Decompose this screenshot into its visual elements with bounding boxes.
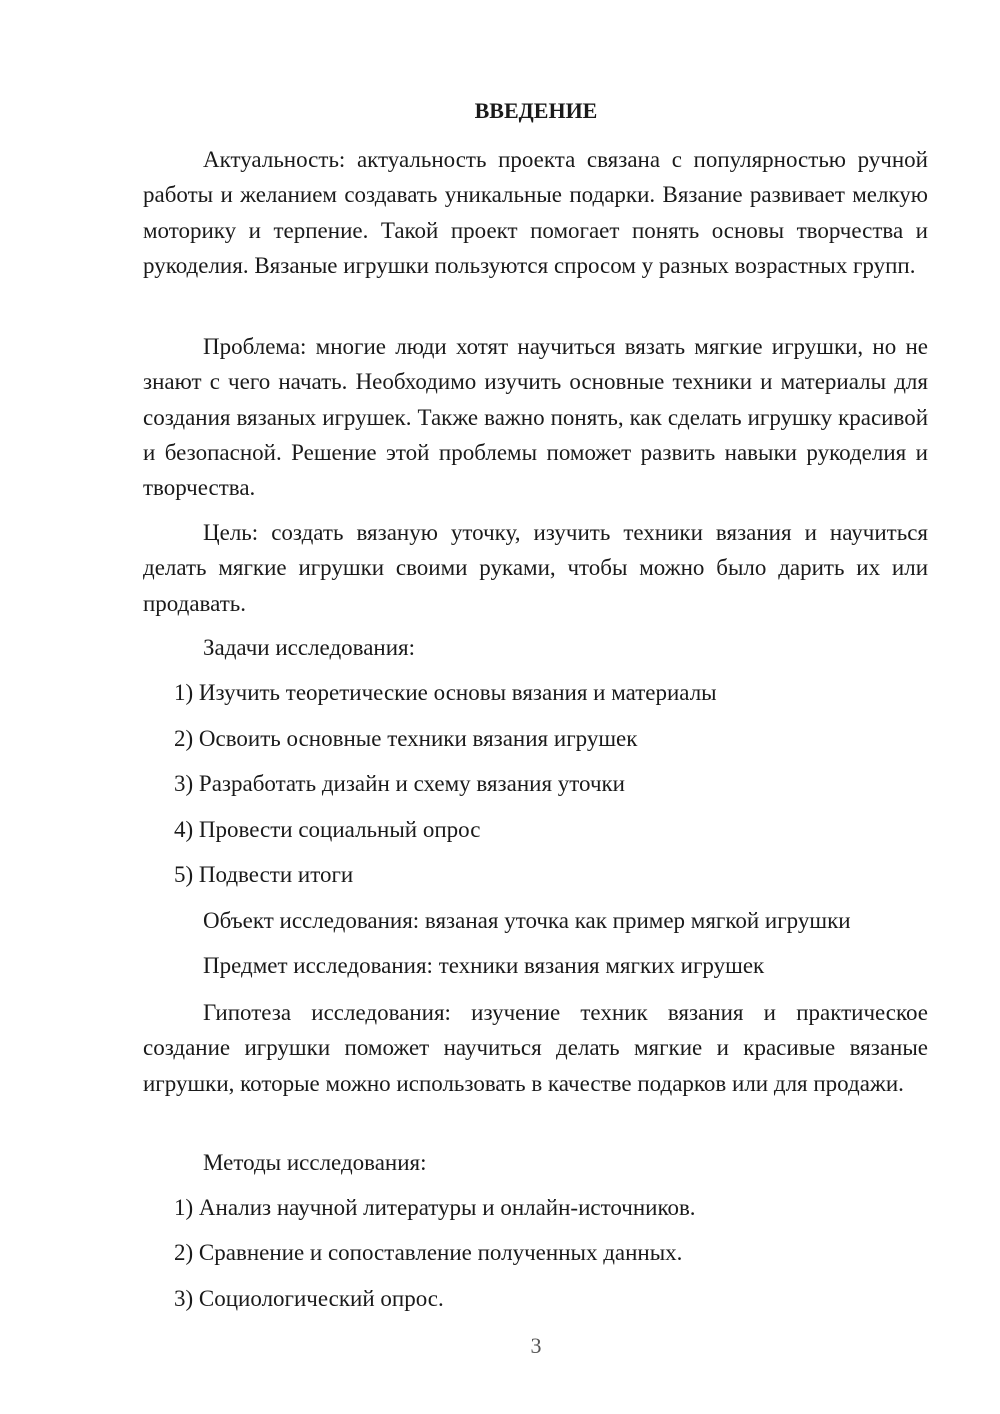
tasks-heading: Задачи исследования:	[203, 635, 416, 660]
task-item: 3) Разработать дизайн и схему вязания уточки	[174, 771, 625, 796]
object-line: Объект исследования: вязаная уточка как пример мягкой игрушки	[203, 908, 851, 933]
method-item: 1) Анализ научной литературы и онлайн-источников.	[174, 1195, 696, 1220]
relevance-paragraph: Актуальность: актуальность проекта связана с популярностью ручной работы и желанием создавать уникальные подарки. Вязание развивает мелкую моторику и терпение. Такой проект помогает понять основы творчества и рукоделия. Вязаные игрушки пользуются спросом у разных возрастных групп.	[143, 147, 928, 278]
goal-paragraph: Цель: создать вязаную уточку, изучить техники вязания и научиться делать мягкие игрушки своими руками, чтобы можно было дарить их или продавать.	[143, 520, 928, 616]
task-item: 5) Подвести итоги	[174, 862, 354, 887]
methods-heading: Методы исследования:	[203, 1150, 427, 1175]
problem-paragraph: Проблема: многие люди хотят научиться вязать мягкие игрушки, но не знают с чего начать. Необходимо изучить основные техники и материалы для создания вязаных игрушек. Также важно понять, как сделать игрушку красивой и безопасной. Решение этой проблемы поможет развить навыки рукоделия и творчества.	[143, 334, 928, 501]
method-item: 2) Сравнение и сопоставление полученных данных.	[174, 1240, 683, 1265]
task-item: 1) Изучить теоретические основы вязания и материалы	[174, 680, 717, 705]
task-item: 4) Провести социальный опрос	[174, 817, 481, 842]
page-number: 3	[530, 1333, 542, 1358]
subject-line: Предмет исследования: техники вязания мягких игрушек	[203, 953, 765, 978]
page-title: ВВЕДЕНИЕ	[474, 98, 598, 123]
hypothesis-paragraph: Гипотеза исследования: изучение техник вязания и практическое создание игрушки поможет научиться делать мягкие и красивые вязаные игрушки, которые можно использовать в качестве подарков или для продажи.	[143, 1000, 928, 1096]
method-item: 3) Социологический опрос.	[174, 1286, 444, 1311]
task-item: 2) Освоить основные техники вязания игрушек	[174, 726, 638, 751]
